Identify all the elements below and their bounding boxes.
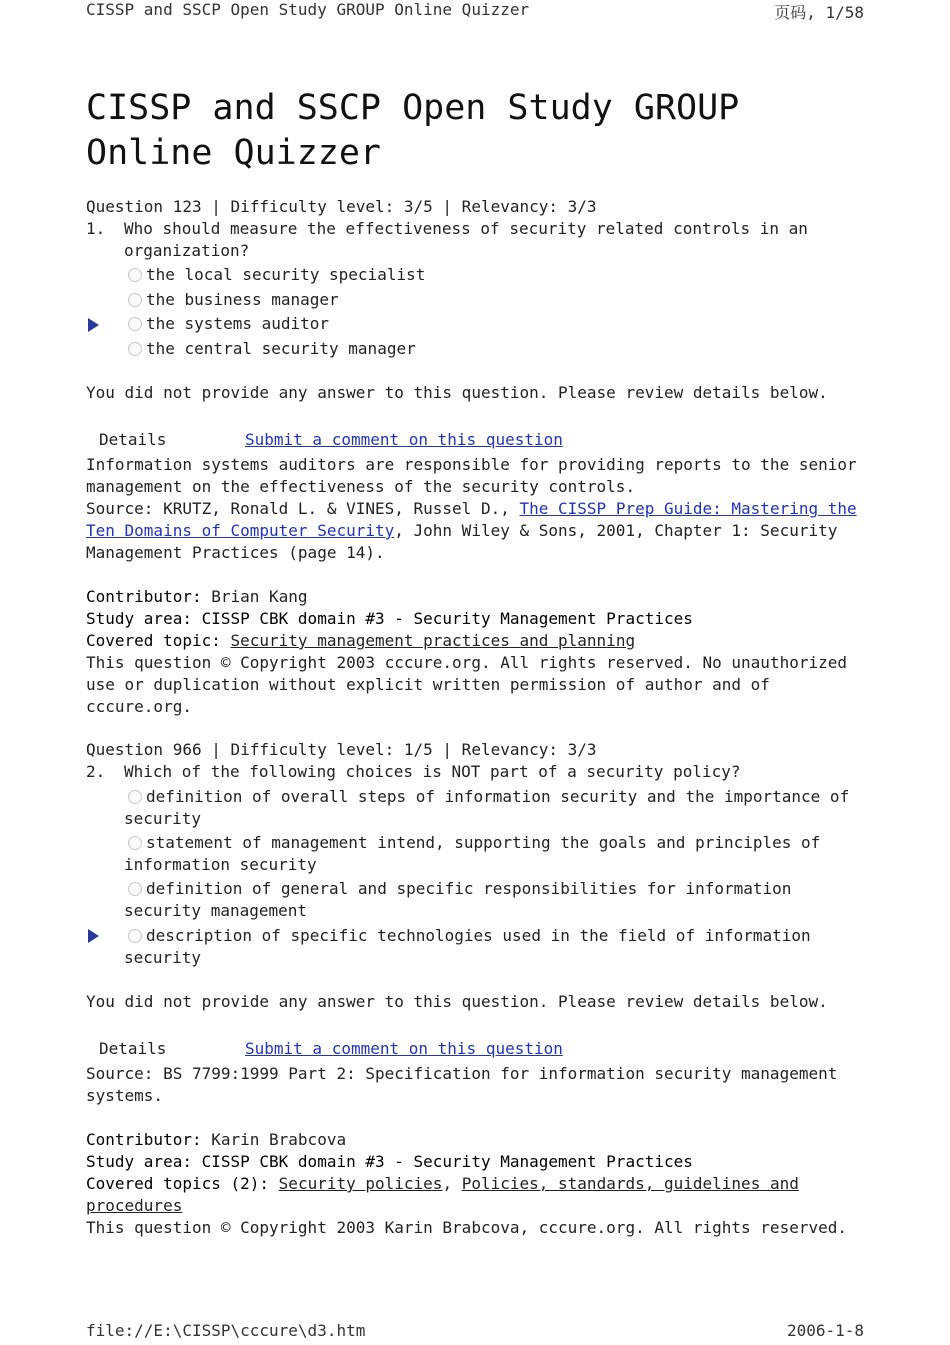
q1-source-book-link[interactable]: The CISSP Prep Guide: Mastering the Ten Domains of Computer Security	[86, 499, 857, 540]
q2-meta: Question 966 | Difficulty level: 1/5 | Relevancy: 3/3	[86, 740, 597, 759]
radio-icon[interactable]	[128, 790, 142, 804]
radio-icon[interactable]	[128, 836, 142, 850]
q2-contributor: Contributor: Karin Brabcova	[86, 1130, 347, 1149]
radio-icon[interactable]	[128, 293, 142, 307]
q2-option-2[interactable]: statement of management intend, supporting the goals and principles of information security	[124, 833, 821, 874]
radio-icon[interactable]	[128, 929, 142, 943]
q1-option-1[interactable]: the local security specialist	[128, 264, 868, 286]
q1-question-text: Who should measure the effectiveness of security related controls in an organization?	[124, 219, 808, 260]
q1-option-2[interactable]: the business manager	[128, 289, 868, 311]
q2-study-area: Study area: CISSP CBK domain #3 - Security Management Practices	[86, 1152, 693, 1171]
footer-date: 2006-1-8	[786, 1321, 864, 1340]
q2-covered-topics: Covered topics (2): Security policies, Policies, standards, guidelines and procedures	[86, 1174, 799, 1215]
header-page-number: 页码, 1/58	[774, 3, 864, 22]
q1-copyright: This question © Copyright 2003 cccure.org. All rights reserved. No unauthorized use or duplication without explicit written permission of author and of cccure.org.	[86, 653, 847, 716]
q2-question-text: Which of the following choices is NOT part of a security policy?	[124, 762, 741, 781]
footer-path: file://E:\CISSP\cccure\d3.htm	[86, 1321, 366, 1340]
radio-icon[interactable]	[128, 268, 142, 282]
correct-answer-arrow-icon	[88, 929, 99, 943]
q2-topic-link-1[interactable]: Security policies	[278, 1174, 443, 1193]
q2-copyright: This question © Copyright 2003 Karin Brabcova, cccure.org. All rights reserved.	[86, 1218, 847, 1237]
q1-number: 1.	[86, 219, 106, 238]
q2-option-3[interactable]: definition of general and specific responsibilities for information security management	[124, 879, 792, 920]
correct-answer-arrow-icon	[88, 318, 99, 332]
q1-notice: You did not provide any answer to this question. Please review details below.	[86, 383, 828, 402]
q1-topic-link[interactable]: Security management practices and planning	[230, 631, 636, 650]
q2-topic-link-2[interactable]: Policies, standards, guidelines and procedures	[86, 1174, 799, 1215]
q2-source: Source: BS 7799:1999 Part 2: Specification for information security management systems.	[86, 1064, 838, 1105]
q2-details-tab[interactable]: Details	[99, 1039, 167, 1058]
q1-source: Source: KRUTZ, Ronald L. & VINES, Russel D., The CISSP Prep Guide: Mastering the Ten Domains of Computer Security, John Wiley & Sons, 2001, Chapter 1: Security Management Practices (page 14).	[86, 499, 857, 562]
q2-option-1[interactable]: definition of overall steps of information security and the importance of security	[124, 787, 850, 828]
q1-option-4[interactable]: the central security manager	[128, 338, 868, 360]
q2-option-4[interactable]: description of specific technologies used in the field of information security	[124, 926, 811, 967]
header-title: CISSP and SSCP Open Study GROUP Online Quizzer	[86, 0, 530, 19]
radio-icon[interactable]	[128, 342, 142, 356]
q1-study-area: Study area: CISSP CBK domain #3 - Security Management Practices	[86, 609, 693, 628]
q1-covered-topic: Covered topic: Security management practices and planning	[86, 631, 636, 650]
q1-contributor: Contributor: Brian Kang	[86, 587, 308, 606]
q1-details-tab[interactable]: Details	[99, 430, 167, 449]
q1-meta: Question 123 | Difficulty level: 3/5 | Relevancy: 3/3	[86, 197, 597, 216]
q1-explanation: Information systems auditors are responsible for providing reports to the senior management on the effectiveness of the security controls.	[86, 455, 857, 496]
q2-notice: You did not provide any answer to this question. Please review details below.	[86, 992, 828, 1011]
page-title: CISSP and SSCP Open Study GROUP Online Quizzer	[86, 88, 740, 173]
q1-option-3[interactable]: the systems auditor	[128, 313, 868, 335]
radio-icon[interactable]	[128, 317, 142, 331]
q2-number: 2.	[86, 762, 106, 781]
radio-icon[interactable]	[128, 882, 142, 896]
q2-submit-comment-link[interactable]: Submit a comment on this question	[245, 1039, 563, 1058]
q1-submit-comment-link[interactable]: Submit a comment on this question	[245, 430, 563, 449]
